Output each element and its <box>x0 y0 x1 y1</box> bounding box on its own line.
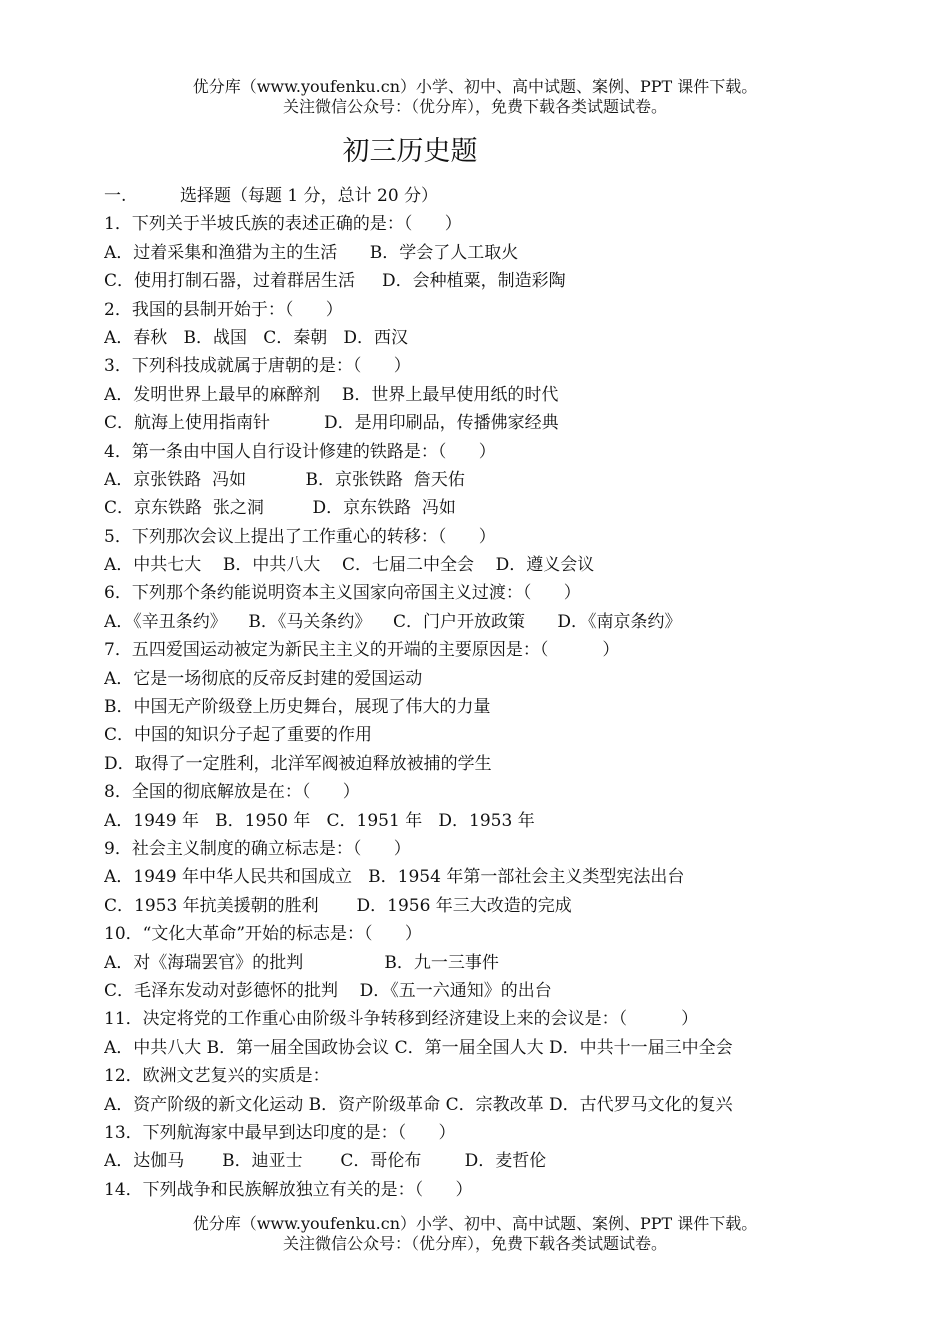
question-line: 7．五四爱国运动被定为新民主主义的开端的主要原因是：（ ） <box>104 640 620 661</box>
question-line: 1．下列关于半坡氏族的表述正确的是：（ ） <box>104 214 462 235</box>
question-line: A．达伽马 B．迪亚士 C．哥伦布 D．麦哲伦 <box>104 1151 547 1172</box>
page-footer <box>0 1214 950 1254</box>
question-line: C．毛泽东发动对彭德怀的批判 D．《五一六通知》的出台 <box>104 980 552 1001</box>
question-line: 14．下列战争和民族解放独立有关的是：（ ） <box>104 1179 473 1200</box>
section-number: 一. <box>104 186 127 206</box>
footer-line-1: 优分库（www.youfenku.cn）小学、初中、高中试题、案例、PPT 课件下载。 <box>192 1214 758 1233</box>
question-line: C．使用打制石器，过着群居生活 D．会种植粟，制造彩陶 <box>104 271 566 292</box>
question-line: A．1949 年中华人民共和国成立 B．1954 年第一部社会主义类型宪法出台 <box>104 867 685 888</box>
question-line: A．资产阶级的新文化运动 B．资产阶级革命 C．宗教改革 D．古代罗马文化的复兴 <box>104 1094 733 1115</box>
question-line: 8．全国的彻底解放是在：（ ） <box>104 782 360 803</box>
question-line: 12．欧洲文艺复兴的实质是： <box>104 1066 330 1087</box>
question-line: B．中国无产阶级登上历史舞台，展现了伟大的力量 <box>104 697 491 718</box>
question-line: A．过着采集和渔猎为主的生活 B．学会了人工取火 <box>104 242 519 263</box>
section-heading <box>104 182 864 210</box>
section-text: 选择题（每题 1 分，总计 20 分） <box>180 186 439 206</box>
question-line: A．它是一场彻底的反帝反封建的爱国运动 <box>104 668 423 689</box>
header-line-1: 优分库（www.youfenku.cn）小学、初中、高中试题、案例、PPT 课件下载。 <box>192 77 758 96</box>
header-line-2: 关注微信公众号：（优分库），免费下载各类试题试卷。 <box>282 97 667 116</box>
question-line: C．中国的知识分子起了重要的作用 <box>104 725 373 746</box>
question-line: 11．决定将党的工作重心由阶级斗争转移到经济建设上来的会议是：（ ） <box>104 1009 699 1030</box>
question-line: C．1953 年抗美援朝的胜利 D．1956 年三大改造的完成 <box>104 895 572 916</box>
question-line: 2．我国的县制开始于：（ ） <box>104 299 343 320</box>
question-line: 13．下列航海家中最早到达印度的是：（ ） <box>104 1122 456 1143</box>
question-line: C．京东铁路 张之洞 D．京东铁路 冯如 <box>104 498 456 519</box>
question-line: A．春秋 B．战国 C．秦朝 D．西汉 <box>104 327 409 348</box>
question-line: C．航海上使用指南针 D．是用印刷品，传播佛家经典 <box>104 413 559 434</box>
question-line: 3．下列科技成就属于唐朝的是：（ ） <box>104 356 411 377</box>
question-line: 6．下列那个条约能说明资本主义国家向帝国主义过渡：（ ） <box>104 583 581 604</box>
question-line: A．对《海瑞罢官》的批判 B．九一三事件 <box>104 952 499 973</box>
question-line: 9．社会主义制度的确立标志是：（ ） <box>104 838 411 859</box>
question-line: A．中共七大 B．中共八大 C．七届二中全会 D．遵义会议 <box>104 555 595 576</box>
document-title: 初三历史题 <box>342 136 478 167</box>
question-list <box>104 182 864 1204</box>
page-header <box>0 77 950 117</box>
question-line: D．取得了一定胜利，北洋军阀被迫释放被捕的学生 <box>104 753 492 774</box>
question-line: A．发明世界上最早的麻醉剂 B．世界上最早使用纸的时代 <box>104 384 559 405</box>
question-line: 4．第一条由中国人自行设计修建的铁路是：（ ） <box>104 441 496 462</box>
question-line: A．1949 年 B．1950 年 C．1951 年 D．1953 年 <box>104 810 535 831</box>
question-line: 5．下列那次会议上提出了工作重心的转移：（ ） <box>104 526 496 547</box>
question-line: A．《辛丑条约》 B．《马关条约》 C．门户开放政策 D．《南京条约》 <box>104 611 682 632</box>
question-line: A．京张铁路 冯如 B．京张铁路 詹天佑 <box>104 469 465 490</box>
question-line: A．中共八大 B．第一届全国政协会议 C．第一届全国人大 D．中共十一届三中全会 <box>104 1037 733 1058</box>
question-line: 10．“文化大革命”开始的标志是：（ ） <box>104 924 422 945</box>
footer-line-2: 关注微信公众号：（优分库），免费下载各类试题试卷。 <box>282 1234 667 1253</box>
